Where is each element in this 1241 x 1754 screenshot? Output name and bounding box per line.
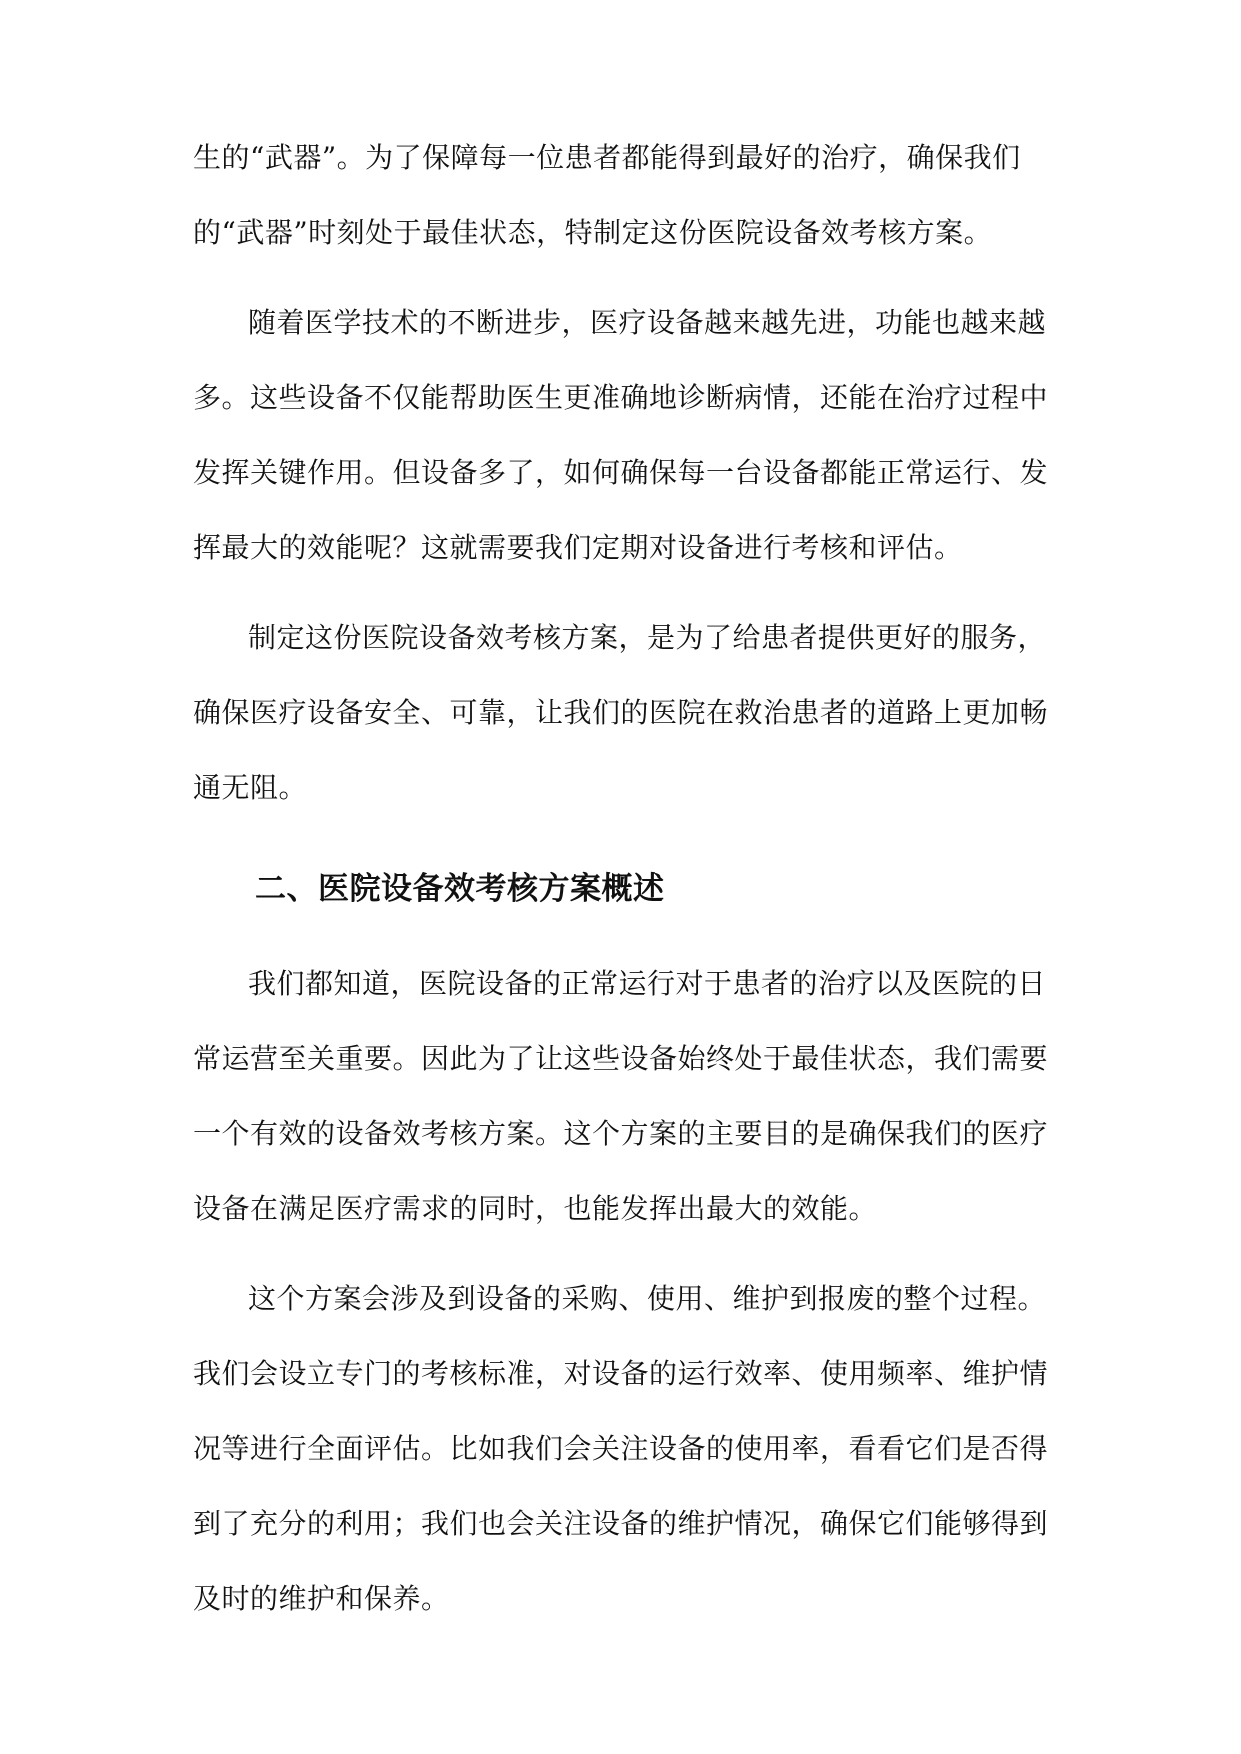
paragraph-5-line-4: 到了充分的利用；我们也会关注设备的维护情况，确保它们能够得到 xyxy=(193,1507,1049,1540)
paragraph-4-line-2: 常运营至关重要。因此为了让这些设备始终处于最佳状态，我们需要 xyxy=(193,1042,1049,1075)
paragraph-5-line-5: 及时的维护和保养。 xyxy=(193,1582,450,1615)
paragraph-3-line-2: 确保医疗设备安全、可靠，让我们的医院在救治患者的道路上更加畅 xyxy=(193,696,1049,729)
paragraph-3-line-3: 通无阻。 xyxy=(193,771,308,804)
paragraph-4-line-4: 设备在满足医疗需求的同时，也能发挥出最大的效能。 xyxy=(193,1192,878,1225)
paragraph-1-line-2: 的“武器”时刻处于最佳状态，特制定这份医院设备效考核方案。 xyxy=(193,216,993,249)
section-heading: 二、医院设备效考核方案概述 xyxy=(255,871,665,907)
paragraph-2-line-3: 发挥关键作用。但设备多了，如何确保每一台设备都能正常运行、发 xyxy=(193,456,1049,489)
paragraph-3-line-1: 制定这份医院设备效考核方案，是为了给患者提供更好的服务， xyxy=(248,621,1047,654)
paragraph-2-line-1: 随着医学技术的不断进步，医疗设备越来越先进，功能也越来越 xyxy=(248,306,1047,339)
paragraph-2-line-4: 挥最大的效能呢？这就需要我们定期对设备进行考核和评估。 xyxy=(193,531,963,564)
paragraph-5-line-1: 这个方案会涉及到设备的采购、使用、维护到报废的整个过程。 xyxy=(248,1282,1047,1315)
paragraph-4-line-3: 一个有效的设备效考核方案。这个方案的主要目的是确保我们的医疗 xyxy=(193,1117,1049,1150)
paragraph-1-line-1: 生的“武器”。为了保障每一位患者都能得到最好的治疗，确保我们 xyxy=(193,141,1021,174)
paragraph-2-line-2: 多。这些设备不仅能帮助医生更准确地诊断病情，还能在治疗过程中 xyxy=(193,381,1049,414)
paragraph-5-line-3: 况等进行全面评估。比如我们会关注设备的使用率，看看它们是否得 xyxy=(193,1432,1049,1465)
paragraph-4-line-1: 我们都知道，医院设备的正常运行对于患者的治疗以及医院的日 xyxy=(248,967,1047,1000)
paragraph-5-line-2: 我们会设立专门的考核标准，对设备的运行效率、使用频率、维护情 xyxy=(193,1357,1049,1390)
